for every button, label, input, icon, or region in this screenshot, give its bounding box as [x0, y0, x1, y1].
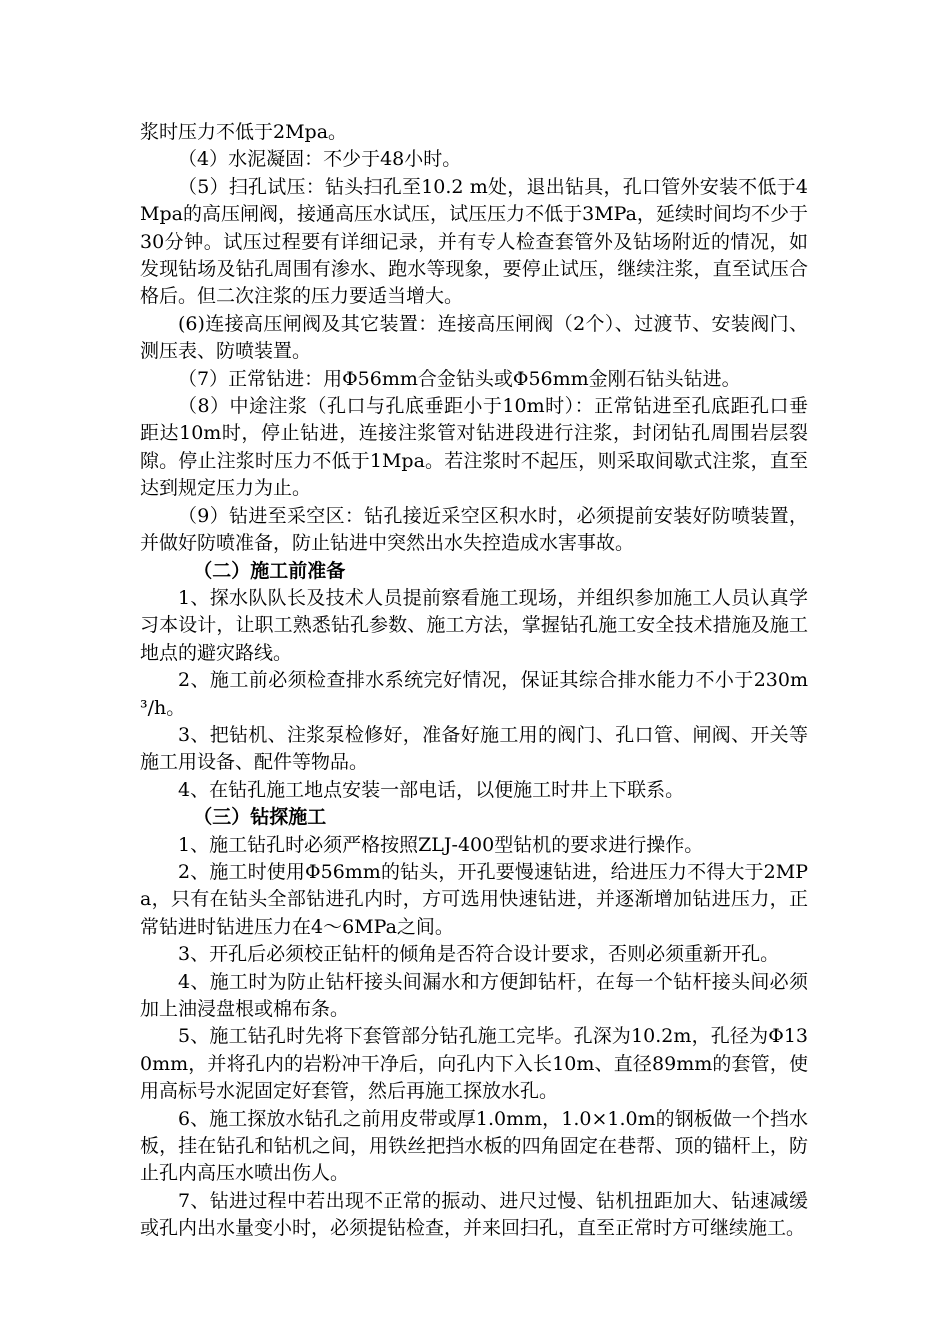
paragraph: 5、施工钻孔时先将下套管部分钻孔施工完毕。孔深为10.2m，孔径为Φ130mm，并将孔内的岩粉冲干净后，向孔内下入长10m、直径89mm的套管，使用高标号水泥固定好套管，然后再施工探放水孔。 — [140, 1025, 808, 1103]
paragraph: （4）水泥凝固：不少于48小时。 — [178, 148, 462, 171]
paragraph: 3、把钻机、注浆泵检修好，准备好施工用的阀门、孔口管、闸阀、开关等施工用设备、配件等物品。 — [140, 723, 808, 774]
paragraph: 1、探水队队长及技术人员提前察看施工现场，并组织参加施工人员认真学习本设计，让职工熟悉钻孔参数、施工方法，掌握钻孔施工安全技术措施及施工地点的避灾路线。 — [140, 586, 808, 664]
paragraph: 1、施工钻孔时必须严格按照ZLJ-400型钻机的要求进行操作。 — [178, 833, 704, 856]
paragraph: 3、开孔后必须校正钻杆的倾角是否符合设计要求，否则必须重新开孔。 — [178, 943, 780, 966]
document-body — [140, 119, 808, 1243]
section-heading: （二）施工前准备 — [193, 559, 346, 582]
paragraph: （7）正常钻进：用Φ56mm合金钻头或Φ56mm金刚石钻头钻进。 — [178, 367, 741, 390]
paragraph: (6)连接高压闸阀及其它装置：连接高压闸阀（2个）、过渡节、安装阀门、测压表、防喷装置。 — [140, 312, 808, 363]
paragraph: 浆时压力不低于2Mpa。 — [140, 121, 348, 143]
paragraph: （8）中途注浆（孔口与孔底垂距小于10m时）：正常钻进至孔底距孔口垂距达10m时，停止钻进，连接注浆管对钻进段进行注浆，封闭钻孔周围岩层裂隙。停止注浆时压力不低于1Mpa。若注浆时不起压，则采取间歇式注浆，直至达到规定压力为止。 — [140, 395, 808, 500]
paragraph: 6、施工探放水钻孔之前用皮带或厚1.0mm，1.0×1.0m的钢板做一个挡水板，挂在钻孔和钻机之间，用铁丝把挡水板的四角固定在巷帮、顶的锚杆上，防止孔内高压水喷出伤人。 — [140, 1107, 808, 1185]
paragraph: 7、钻进过程中若出现不正常的振动、进尺过慢、钻机扭距加大、钻速减缓或孔内出水量变小时，必须提钻检查，并来回扫孔，直至正常时方可继续施工。 — [140, 1189, 808, 1240]
paragraph: 2、施工前必须检查排水系统完好情况，保证其综合排水能力不小于230m³/h。 — [140, 669, 808, 719]
paragraph: 4、施工时为防止钻杆接头间漏水和方便卸钻杆，在每一个钻杆接头间必须加上油浸盘根或棉布条。 — [140, 970, 808, 1020]
paragraph: （9）钻进至采空区：钻孔接近采空区积水时，必须提前安装好防喷装置，并做好防喷准备，防止钻进中突然出水失控造成水害事故。 — [140, 504, 808, 555]
paragraph: 2、施工时使用Φ56mm的钻头，开孔要慢速钻进，给进压力不得大于2MPa，只有在钻头全部钻进孔内时，方可选用快速钻进，并逐渐增加钻进压力，正常钻进时钻进压力在4～6MPa之间。 — [140, 860, 808, 938]
paragraph: （5）扫孔试压：钻头扫孔至10.2 m处，退出钻具，孔口管外安装不低于4Mpa的高压闸阀，接通高压水试压，试压压力不低于3MPa，延续时间均不少于30分钟。试压过程要有详细记录，并有专人检查套管外及钻场附近的情况，如发现钻场及钻孔周围有渗水、跑水等现象，要停止试压，继续注浆，直至试压合格后。但二次注浆的压力要适当增大。 — [140, 175, 808, 308]
section-heading: （三）钻探施工 — [193, 806, 327, 829]
paragraph: 4、在钻孔施工地点安装一部电话，以便施工时井上下联系。 — [178, 778, 685, 801]
